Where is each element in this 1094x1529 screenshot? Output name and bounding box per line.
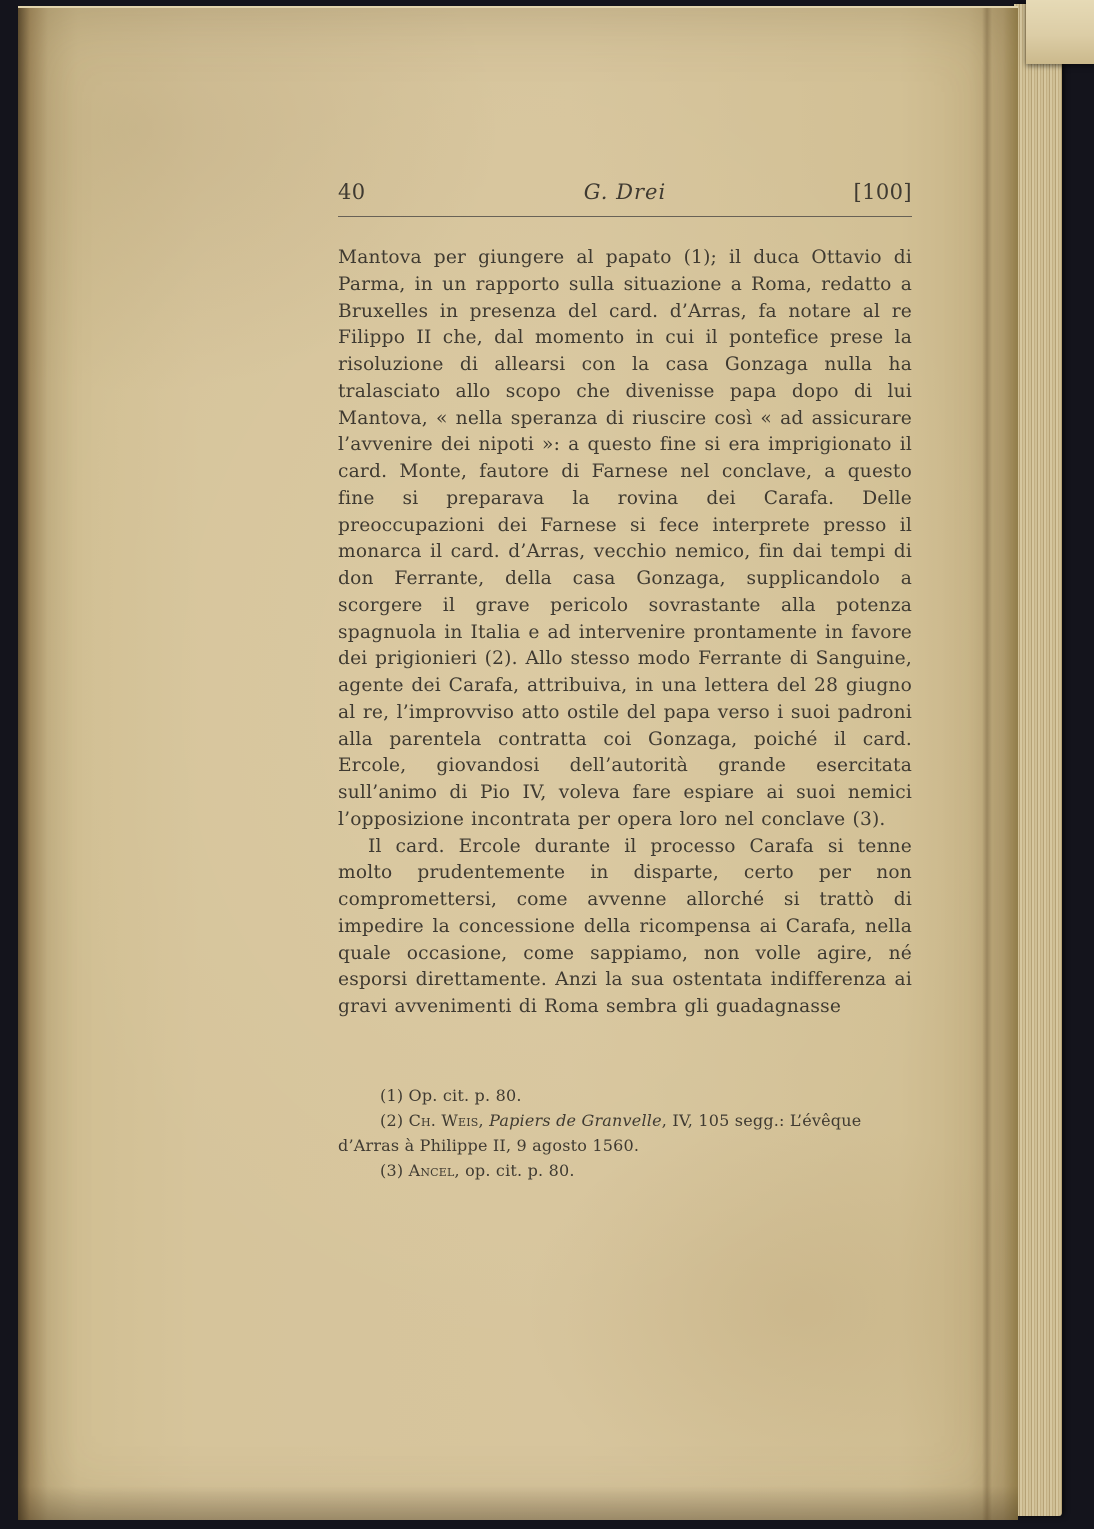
footnote-3-rest: , op. cit. p. 80. [454,1160,575,1180]
typeset-area [338,180,912,1183]
footnote-1-text: (1) Op. cit. p. 80. [380,1085,522,1105]
footnotes-section [338,1083,912,1183]
footnote-3 [338,1158,912,1183]
footnote-2-separator: , [478,1110,490,1130]
folio-reference: [100] [853,180,912,204]
footnote-1 [338,1083,912,1108]
body-text [338,245,912,1021]
paragraph-2: Il card. Ercole durante il processo Carafa si tenne molto prudentemente in disparte, certo per non compromettersi, come avvenne allorché si trattò di impedire la concessione della ricompensa ai Carafa, nella quale occasione, come sappiamo, non volle agire, né esporsi direttamente. Anzi la sua ostentata indifferenza ai gravi avvenimenti di Roma sembra gli guadagnasse [338,835,912,1017]
footnote-3-marker: (3) [380,1160,409,1180]
paragraph-1: Mantova per giungere al papato (1); il duca Ottavio di Parma, in un rapporto sulla situazione a Roma, redatto a Bruxelles in presenza del card. d’Arras, fa notare al re Filippo II che, dal momento in cui il pontefice prese la risoluzione di allearsi con la casa Gonzaga nulla ha tralasciato allo scopo che divenisse papa dopo di lui Mantova, « nella speranza di riuscire così « ad assicurare l’avvenire dei nipoti »: a questo fine si era imprigionato il card. Monte, fautore di Farnese nel conclave, a questo fine si preparava la rovina dei Carafa. Delle preoccupazioni dei Farnese si fece interprete presso il monarca il card. d’Arras, vecchio nemico, fin dai tempi di don Ferrante, della casa Gonzaga, supplicandolo a scorgere il grave pericolo sovrastante alla potenza spagnuola in Italia e ad intervenire prontamente in favore dei prigionieri (2). Allo stesso modo Ferrante di Sanguine, agente dei Carafa, attribuiva, in una lettera del 28 giugno al re, l’improvviso atto ostile del papa verso i suoi padroni alla parentela contratta coi Gonzaga, poiché il card. Ercole, giovandosi dell’autorità grande esercitata sull’animo di Pio IV, voleva fare espiare ai suoi nemici l’opposizione incontrata per opera loro nel conclave (3). [338,247,912,830]
footnote-2 [338,1108,912,1158]
header-rule [338,216,912,217]
footnote-2-marker: (2) [380,1110,409,1130]
book-top-edge-pages [1026,0,1094,64]
page-number: 40 [338,180,366,204]
footnote-3-author: Ancel [408,1160,455,1180]
book-page [18,6,1018,1520]
footnote-2-work-title: Papiers de Granvelle [489,1110,662,1130]
running-title: G. Drei [583,180,667,204]
footnote-2-author: Ch. Weis [408,1110,479,1130]
footnote-2-rest: , IV, 105 segg.: L’évêque d’Arras à Philippe II, 9 agosto 1560. [338,1110,862,1155]
book-fore-edge-pages [1014,4,1062,1516]
running-head [338,180,912,204]
